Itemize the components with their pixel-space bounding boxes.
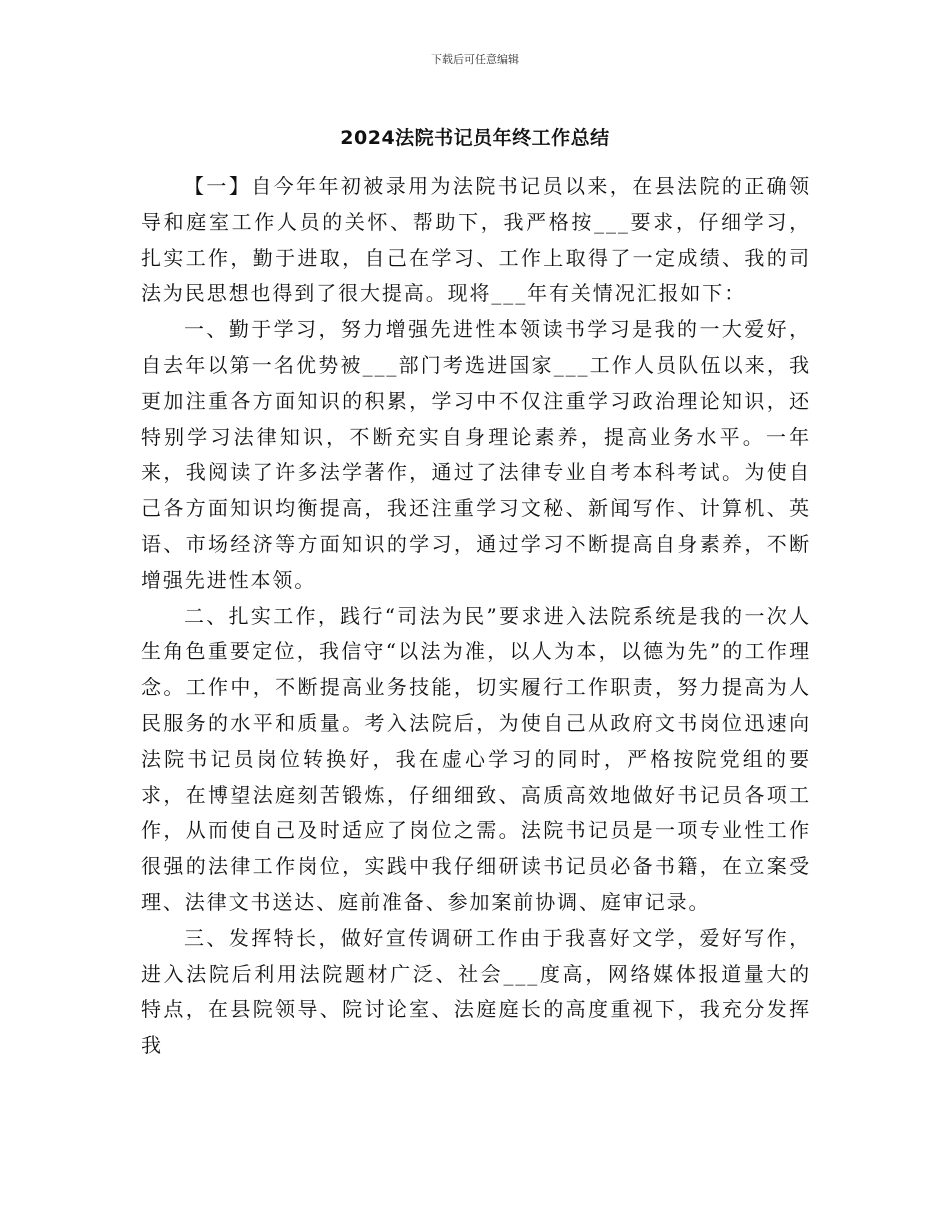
paragraph-intro: 【一】自今年年初被录用为法院书记员以来，在县法院的正确领导和庭室工作人员的关怀、帮助下，我严格按___要求，仔细学习，扎实工作，勤于进取，自己在学习、工作上取得了一定成绩、我的司法为民思想也得到了很大提高。现将___年有关情况汇报如下： (141, 174, 811, 306)
document-body (141, 169, 811, 1064)
document-title: 2024法院书记员年终工作总结 (340, 127, 610, 149)
paragraph-section-one: 一、勤于学习，努力增强先进性本领读书学习是我的一大爱好，自去年以第一名优势被___部门考选进国家___工作人员队伍以来，我更加注重各方面知识的积累，学习中不仅注重学习政治理论知识，还特别学习法律知识，不断充实自身理论素养，提高业务水平。一年来，我阅读了许多法学著作，通过了法律专业自考本科考试。为使自己各方面知识均衡提高，我还注重学习文秘、新闻写作、计算机、英语、市场经济等方面知识的学习，通过学习不断提高自身素养，不断增强先进性本领。 (141, 317, 811, 592)
page-header-note: 下载后可任意编辑 (431, 53, 519, 66)
paragraph-section-two: 二、扎实工作，践行“司法为民”要求进入法院系统是我的一次人生角色重要定位，我信守“以法为准，以人为本，以德为先”的工作理念。工作中，不断提高业务技能，切实履行工作职责，努力提高为人民服务的水平和质量。考入法院后，为使自己从政府文书岗位迅速向法院书记员岗位转换好，我在虚心学习的同时，严格按院党组的要求，在博望法庭刻苦锻炼，仔细细致、高质高效地做好书记员各项工作，从而使自己及时适应了岗位之需。法院书记员是一项专业性工作很强的法律工作岗位，实践中我仔细研读书记员必备书籍，在立案受理、法律文书送达、庭前准备、参加案前协调、庭审记录。 (141, 603, 811, 914)
paragraph-section-three: 三、发挥特长，做好宣传调研工作由于我喜好文学，爱好写作，进入法院后利用法院题材广泛、社会___度高，网络媒体报道量大的特点，在县院领导、院讨论室、法庭庭长的高度重视下，我充分发挥我 (141, 925, 811, 1058)
